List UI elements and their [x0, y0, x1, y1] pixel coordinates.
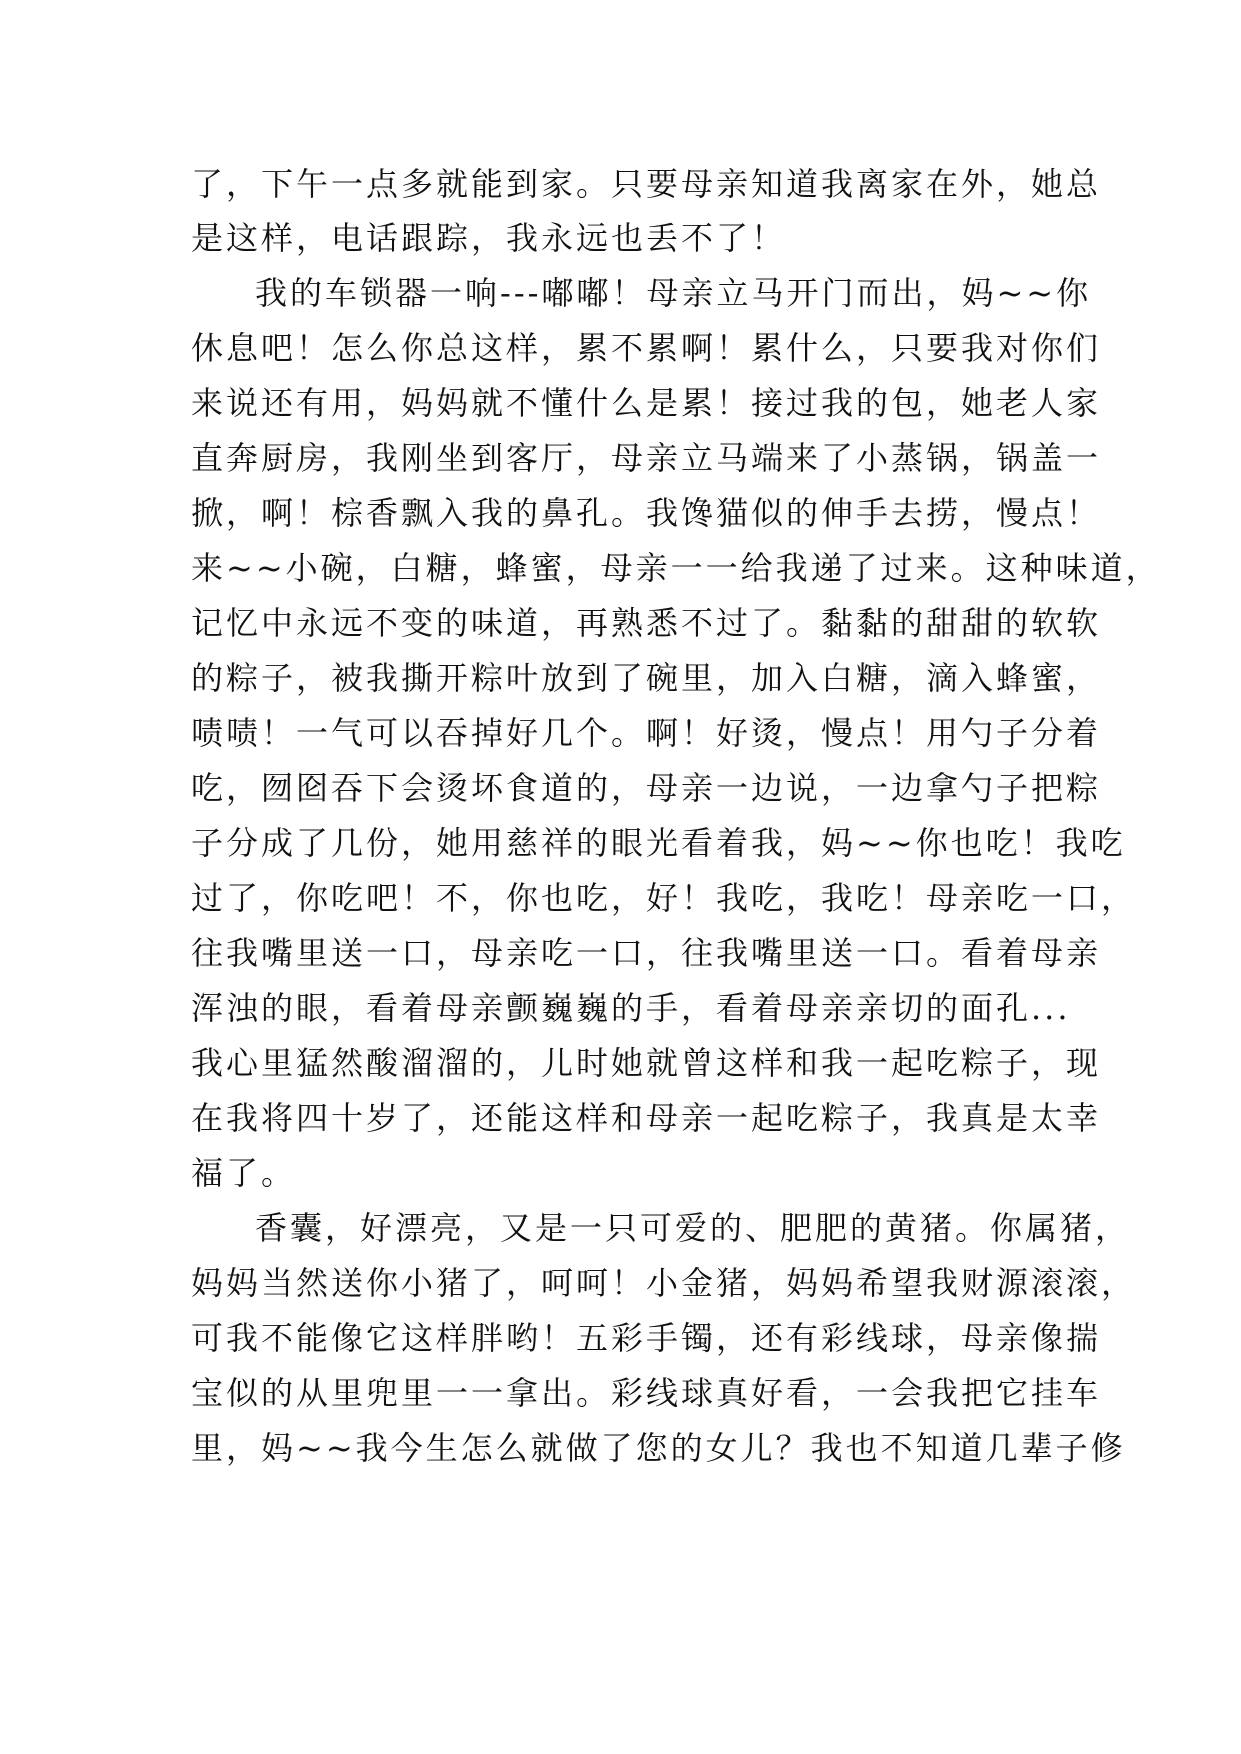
text-line: 的粽子，被我撕开粽叶放到了碗里，加入白糖，滴入蜂蜜， — [191, 659, 1102, 697]
text-line: 在我将四十岁了，还能这样和母亲一起吃粽子，我真是太幸 — [191, 1099, 1102, 1137]
text-line: 了，下午一点多就能到家。只要母亲知道我离家在外，她总 — [191, 165, 1102, 203]
text-line: 福了。 — [191, 1154, 297, 1192]
text-line: 是这样，电话跟踪，我永远也丢不了！ — [191, 219, 787, 257]
text-line: 香囊，好漂亮，又是一只可爱的、肥肥的黄猪。你属猪， — [255, 1209, 1131, 1247]
text-line: 里，妈~~我今生怎么就做了您的女儿？我也不知道几辈子修 — [191, 1429, 1126, 1467]
text-line: 啧啧！一气可以吞掉好几个。啊！好烫，慢点！用勺子分着 — [191, 714, 1102, 752]
text-line: 浑浊的眼，看着母亲颤巍巍的手，看着母亲亲切的面孔... — [191, 989, 1071, 1027]
text-line: 过了，你吃吧！不，你也吃，好！我吃，我吃！母亲吃一口， — [191, 879, 1137, 917]
text-line: 掀，啊！棕香飘入我的鼻孔。我馋猫似的伸手去捞，慢点！ — [191, 494, 1102, 532]
text-line: 宝似的从里兜里一一拿出。彩线球真好看，一会我把它挂车 — [191, 1374, 1102, 1412]
text-line: 妈妈当然送你小猪了，呵呵！小金猪，妈妈希望我财源滚滚， — [191, 1264, 1137, 1302]
text-line: 我心里猛然酸溜溜的，儿时她就曾这样和我一起吃粽子，现 — [191, 1044, 1102, 1082]
text-line: 我的车锁器一响---嘟嘟！母亲立马开门而出，妈~~你 — [255, 274, 1092, 312]
text-line: 休息吧！怎么你总这样，累不累啊！累什么，只要我对你们 — [191, 329, 1102, 367]
text-line: 往我嘴里送一口，母亲吃一口，往我嘴里送一口。看着母亲 — [191, 934, 1102, 972]
text-line: 吃，囫囵吞下会烫坏食道的，母亲一边说，一边拿勺子把粽 — [191, 769, 1102, 807]
text-line: 子分成了几份，她用慈祥的眼光看着我，妈~~你也吃！我吃 — [191, 824, 1126, 862]
text-line: 可我不能像它这样胖哟！五彩手镯，还有彩线球，母亲像揣 — [191, 1319, 1102, 1357]
text-line: 直奔厨房，我刚坐到客厅，母亲立马端来了小蒸锅，锅盖一 — [191, 439, 1102, 477]
text-line: 来~~小碗，白糖，蜂蜜，母亲一一给我递了过来。这种味道， — [191, 549, 1161, 587]
text-line: 来说还有用，妈妈就不懂什么是累！接过我的包，她老人家 — [191, 384, 1102, 422]
text-line: 记忆中永远不变的味道，再熟悉不过了。黏黏的甜甜的软软 — [191, 604, 1102, 642]
